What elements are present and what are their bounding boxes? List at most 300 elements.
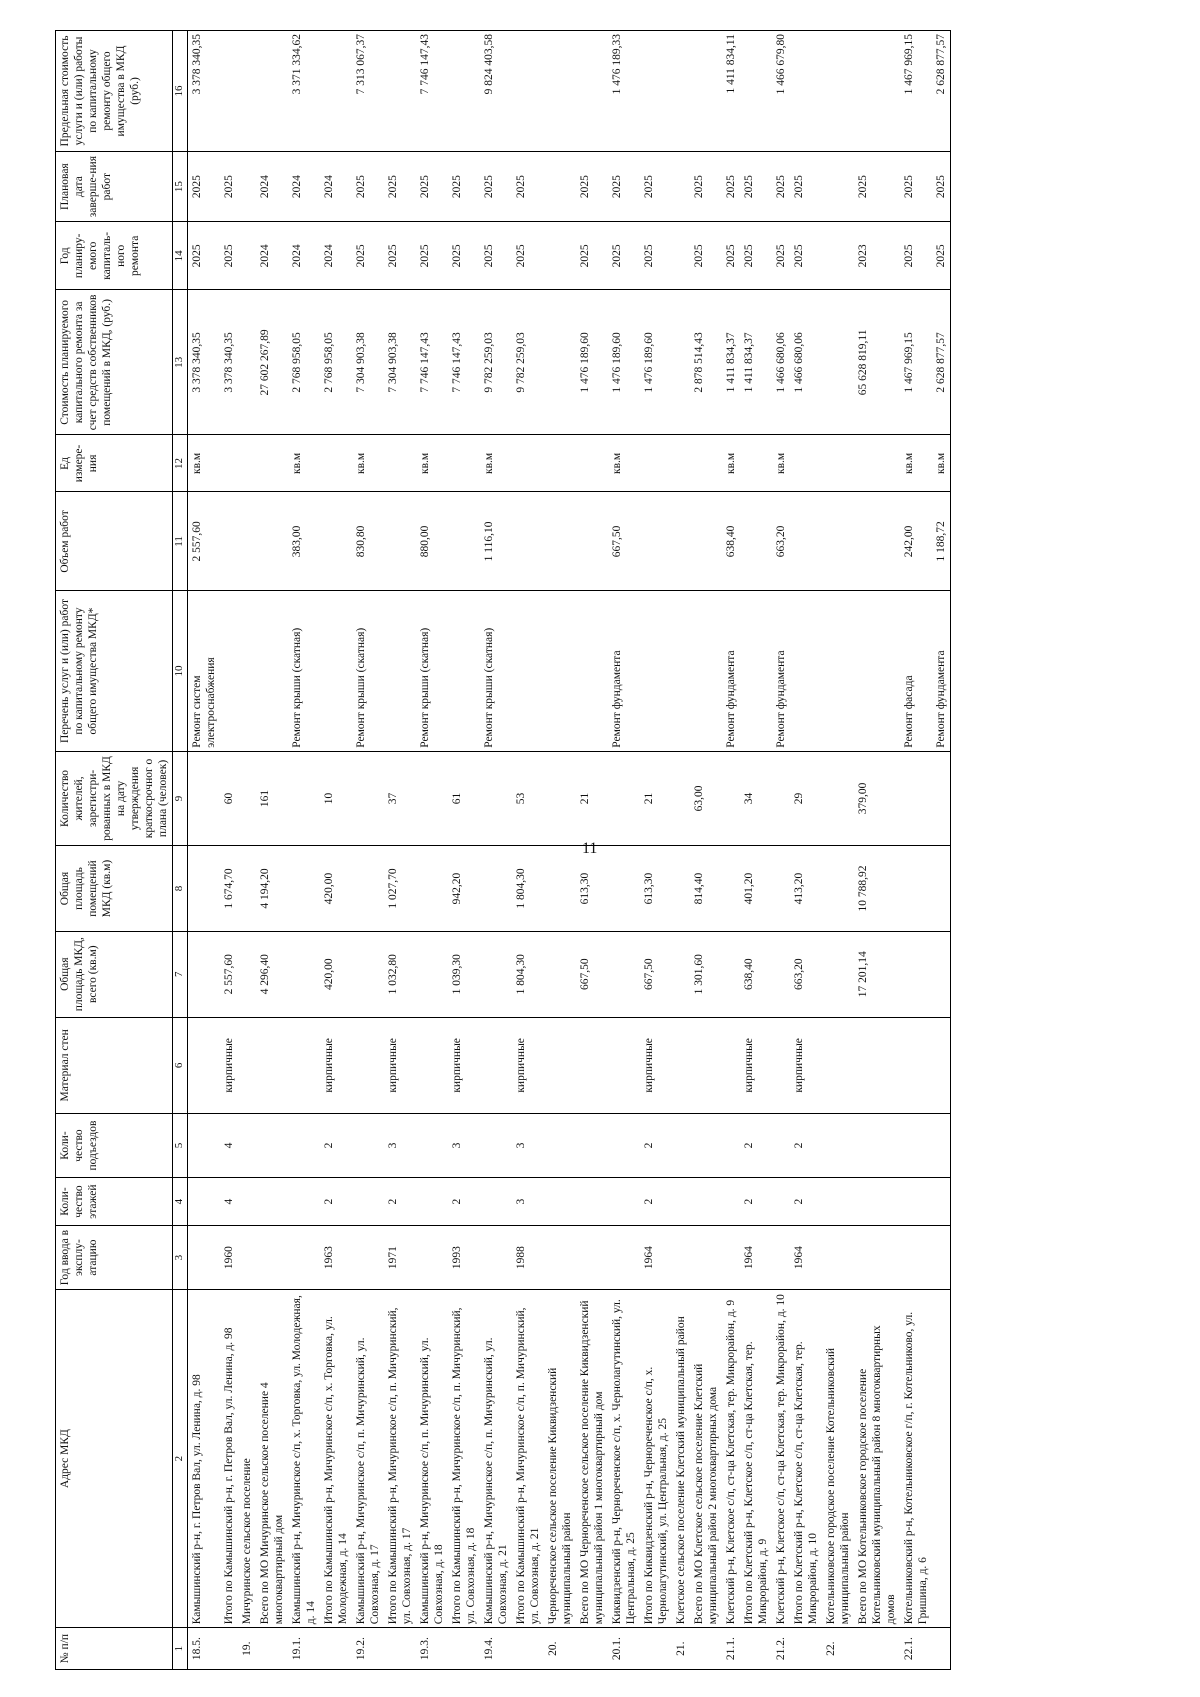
row-address: Клетский р-н, Клетское с/п, ст-ца Клетская, тер. Микрорайон, д. 9 [722, 1289, 740, 1627]
row-limit-cost: 7 313 067,37 [352, 31, 384, 152]
row-volume [238, 492, 256, 591]
row-unit: кв.м [608, 435, 640, 492]
row-cost: 1 466 680,06 [790, 290, 822, 435]
row-wall-material [544, 1017, 576, 1114]
row-end-year: 2025 [512, 151, 544, 221]
row-end-year: 2025 [416, 151, 448, 221]
table-row [352, 31, 384, 1670]
row-work-type [512, 591, 544, 751]
row-cost: 1 466 680,06 [772, 290, 790, 435]
row-premises-area [608, 846, 640, 932]
row-total-area [480, 931, 512, 1017]
row-unit: кв.м [480, 435, 512, 492]
row-volume [544, 492, 576, 591]
row-year-built [256, 1226, 288, 1290]
col-header-works: Перечень услуг и (или) работ по капитальному ремонту общего имущества МКД* [56, 591, 173, 751]
row-plan-year [544, 222, 576, 290]
row-address: Мичуринское сельское поселение [238, 1289, 256, 1627]
row-wall-material [854, 1017, 900, 1114]
row-unit: кв.м [722, 435, 740, 492]
row-work-type: Ремонт фундамента [722, 591, 740, 751]
row-limit-cost [220, 31, 238, 152]
row-number: 19.2. [352, 1628, 384, 1670]
table-row [740, 31, 772, 1670]
row-end-year: 2025 [900, 151, 932, 221]
col-header-end-date: Плановая дата заверше-ния работ [56, 151, 173, 221]
row-wall-material [187, 1017, 220, 1114]
row-total-area [238, 931, 256, 1017]
row-year-built [854, 1226, 900, 1290]
row-cost [238, 290, 256, 435]
row-unit [740, 435, 772, 492]
row-work-type [544, 591, 576, 751]
row-cost: 2 628 877,57 [932, 290, 951, 435]
row-wall-material: кирпичные [512, 1017, 544, 1114]
row-volume: 663,20 [772, 492, 790, 591]
row-wall-material: кирпичные [740, 1017, 772, 1114]
row-plan-year: 2025 [790, 222, 822, 290]
row-cost: 1 476 189,60 [576, 290, 608, 435]
table-row [220, 31, 238, 1670]
row-total-area [416, 931, 448, 1017]
table-row [608, 31, 640, 1670]
row-volume: 2 557,60 [187, 492, 220, 591]
row-end-year: 2025 [448, 151, 480, 221]
row-plan-year: 2025 [740, 222, 772, 290]
row-premises-area: 814,40 [690, 846, 722, 932]
row-limit-cost [256, 31, 288, 152]
row-residents: 21 [640, 751, 672, 845]
row-year-built: 1964 [790, 1226, 822, 1290]
row-premises-area: 1 804,30 [512, 846, 544, 932]
row-limit-cost: 1 411 834,11 [722, 31, 740, 152]
row-year-built [672, 1226, 690, 1290]
row-premises-area [187, 846, 220, 932]
row-work-type: Ремонт крыши (скатная) [416, 591, 448, 751]
row-end-year: 2025 [576, 151, 608, 221]
row-premises-area: 401,20 [740, 846, 772, 932]
row-cost: 1 476 189,60 [640, 290, 672, 435]
row-end-year: 2025 [772, 151, 790, 221]
row-number: 19.4. [480, 1628, 512, 1670]
row-number: 21.2. [772, 1628, 790, 1670]
table-row [790, 31, 822, 1670]
row-volume [512, 492, 544, 591]
row-residents [672, 751, 690, 845]
row-volume: 880,00 [416, 492, 448, 591]
row-cost: 2 768 958,05 [288, 290, 320, 435]
table-row [772, 31, 790, 1670]
row-plan-year: 2025 [640, 222, 672, 290]
row-limit-cost [238, 31, 256, 152]
row-limit-cost [690, 31, 722, 152]
row-wall-material [822, 1017, 854, 1114]
row-number: 19.3. [416, 1628, 448, 1670]
row-floors [722, 1177, 740, 1225]
row-end-year: 2025 [220, 151, 238, 221]
table-row [576, 31, 608, 1670]
row-wall-material: кирпичные [448, 1017, 480, 1114]
table-row [256, 31, 288, 1670]
row-premises-area: 4 194,20 [256, 846, 288, 932]
table-row [690, 31, 722, 1670]
row-unit [690, 435, 722, 492]
row-floors [690, 1177, 722, 1225]
row-limit-cost: 7 746 147,43 [416, 31, 448, 152]
table-row [900, 31, 932, 1670]
row-limit-cost: 3 378 340,35 [187, 31, 220, 152]
row-premises-area [544, 846, 576, 932]
row-plan-year: 2024 [320, 222, 352, 290]
col-header-volume: Объем работ [56, 492, 173, 591]
row-entrances [608, 1114, 640, 1178]
row-floors [288, 1177, 320, 1225]
row-total-area [544, 931, 576, 1017]
row-premises-area [822, 846, 854, 932]
row-residents [238, 751, 256, 845]
row-entrances: 3 [512, 1114, 544, 1178]
row-unit: кв.м [288, 435, 320, 492]
row-floors: 3 [512, 1177, 544, 1225]
row-address: Всего по МО Клетское сельское поселение Клетский муниципальный район 2 многоквартирных дома [690, 1289, 722, 1627]
row-address: Котельниковское городское поселение Котельниковский муниципальный район [822, 1289, 854, 1627]
row-entrances [672, 1114, 690, 1178]
row-limit-cost [384, 31, 416, 152]
row-premises-area [238, 846, 256, 932]
table-row [448, 31, 480, 1670]
row-total-area: 4 296,40 [256, 931, 288, 1017]
row-entrances [544, 1114, 576, 1178]
row-volume [690, 492, 722, 591]
row-floors: 2 [384, 1177, 416, 1225]
row-total-area: 667,50 [576, 931, 608, 1017]
row-cost [822, 290, 854, 435]
table-row [320, 31, 352, 1670]
row-premises-area: 413,20 [790, 846, 822, 932]
row-cost: 9 782 259,03 [480, 290, 512, 435]
row-entrances [690, 1114, 722, 1178]
row-residents [544, 751, 576, 845]
row-entrances [187, 1114, 220, 1178]
row-address: Чернореченское сельское поселение Киквидзенский муниципальный район [544, 1289, 576, 1627]
row-wall-material: кирпичные [640, 1017, 672, 1114]
row-floors [900, 1177, 932, 1225]
row-year-built: 1993 [448, 1226, 480, 1290]
row-limit-cost: 1 476 189,33 [608, 31, 640, 152]
col-number: 11 [173, 492, 187, 591]
row-wall-material [238, 1017, 256, 1114]
table-row [672, 31, 690, 1670]
row-number: 22.1. [900, 1628, 932, 1670]
row-end-year: 2025 [480, 151, 512, 221]
row-total-area: 17 201,14 [854, 931, 900, 1017]
row-premises-area: 613,30 [640, 846, 672, 932]
rotated-table-area [55, 30, 1175, 1670]
row-plan-year: 2025 [480, 222, 512, 290]
row-unit: кв.м [416, 435, 448, 492]
row-residents: 53 [512, 751, 544, 845]
row-work-type [448, 591, 480, 751]
table-row [512, 31, 544, 1670]
row-plan-year: 2025 [576, 222, 608, 290]
row-number: 18.5. [187, 1628, 220, 1670]
row-address: Камышинский р-н, Мичуринское с/п, п. Мичуринский, ул. Совхозная, д. 18 [416, 1289, 448, 1627]
row-entrances: 4 [220, 1114, 238, 1178]
row-total-area: 2 557,60 [220, 931, 238, 1017]
row-unit: кв.м [187, 435, 220, 492]
row-cost: 27 602 267,89 [256, 290, 288, 435]
row-floors [772, 1177, 790, 1225]
row-plan-year: 2025 [512, 222, 544, 290]
row-address: Всего по МО Мичуринское сельское поселение 4 многоквартирный дом [256, 1289, 288, 1627]
row-floors [822, 1177, 854, 1225]
table-row [854, 31, 900, 1670]
row-plan-year: 2025 [608, 222, 640, 290]
row-year-built [822, 1226, 854, 1290]
row-end-year: 2025 [722, 151, 740, 221]
row-entrances: 2 [640, 1114, 672, 1178]
col-number: 14 [173, 222, 187, 290]
row-work-type: Ремонт фундамента [932, 591, 951, 751]
row-limit-cost: 1 466 679,80 [772, 31, 790, 152]
row-residents [900, 751, 932, 845]
row-work-type [672, 591, 690, 751]
row-residents: 29 [790, 751, 822, 845]
col-header-plan-year: Год планиру-емого капиталь-ного ремонта [56, 222, 173, 290]
row-entrances [288, 1114, 320, 1178]
row-volume: 383,00 [288, 492, 320, 591]
col-header-limit-cost: Предельная стоимость услуги и (или) работы по капитальному ремонту общего имущества в МКД (руб.) [56, 31, 173, 152]
row-total-area: 667,50 [640, 931, 672, 1017]
row-entrances [822, 1114, 854, 1178]
row-residents [416, 751, 448, 845]
row-wall-material: кирпичные [384, 1017, 416, 1114]
row-residents [187, 751, 220, 845]
row-residents [722, 751, 740, 845]
row-number [854, 1628, 900, 1670]
row-number [220, 1628, 238, 1670]
row-entrances [480, 1114, 512, 1178]
row-year-built [932, 1226, 951, 1290]
row-work-type [740, 591, 772, 751]
row-floors: 2 [448, 1177, 480, 1225]
row-wall-material [772, 1017, 790, 1114]
row-floors [854, 1177, 900, 1225]
row-floors [544, 1177, 576, 1225]
col-header-entrances: Коли-чество подъездов [56, 1114, 173, 1178]
table-row [822, 31, 854, 1670]
col-number: 12 [173, 435, 187, 492]
row-address: Итого по Клетский р-н, Клетское с/п, ст-ца Клетская, тер. Микрорайон, д. 10 [790, 1289, 822, 1627]
col-number: 8 [173, 846, 187, 932]
row-work-type: Ремонт фундамента [772, 591, 790, 751]
row-limit-cost: 1 467 969,15 [900, 31, 932, 152]
col-number: 3 [173, 1226, 187, 1290]
row-entrances [854, 1114, 900, 1178]
row-plan-year: 2025 [352, 222, 384, 290]
row-floors: 2 [790, 1177, 822, 1225]
row-work-type [256, 591, 288, 751]
row-wall-material [352, 1017, 384, 1114]
row-plan-year: 2025 [416, 222, 448, 290]
row-floors [480, 1177, 512, 1225]
row-total-area: 1 804,30 [512, 931, 544, 1017]
row-cost: 9 782 259,03 [512, 290, 544, 435]
row-floors [187, 1177, 220, 1225]
row-plan-year: 2024 [288, 222, 320, 290]
col-number: 16 [173, 31, 187, 152]
row-volume: 638,40 [722, 492, 740, 591]
row-total-area: 1 032,80 [384, 931, 416, 1017]
row-address: Камышинский р-н, Мичуринское с/п, п. Мичуринский, ул. Совхозная, д. 17 [352, 1289, 384, 1627]
row-end-year: 2025 [740, 151, 772, 221]
row-residents: 63,00 [690, 751, 722, 845]
row-work-type: Ремонт крыши (скатная) [480, 591, 512, 751]
row-floors [576, 1177, 608, 1225]
row-total-area [352, 931, 384, 1017]
row-address: Камышинский р-н, Мичуринское с/п, п. Мичуринский, ул. Совхозная, д. 21 [480, 1289, 512, 1627]
row-limit-cost [448, 31, 480, 152]
row-cost: 1 467 969,15 [900, 290, 932, 435]
header-row [56, 31, 173, 1670]
col-header-address: Адрес МКД [56, 1289, 173, 1627]
row-volume [576, 492, 608, 591]
row-volume: 1 116,10 [480, 492, 512, 591]
row-year-built [238, 1226, 256, 1290]
col-number: 9 [173, 751, 187, 845]
row-premises-area [352, 846, 384, 932]
row-cost: 1 411 834,37 [722, 290, 740, 435]
row-number: 20.1. [608, 1628, 640, 1670]
row-wall-material [480, 1017, 512, 1114]
row-total-area [608, 931, 640, 1017]
repair-plan-table [55, 30, 951, 1670]
row-plan-year: 2025 [187, 222, 220, 290]
row-work-type: Ремонт крыши (скатная) [352, 591, 384, 751]
row-address [932, 1289, 951, 1627]
row-cost [672, 290, 690, 435]
row-unit [544, 435, 576, 492]
row-year-built [608, 1226, 640, 1290]
row-cost: 7 746 147,43 [416, 290, 448, 435]
row-residents: 161 [256, 751, 288, 845]
col-header-total-area: Общая площадь МКД, всего (кв.м) [56, 931, 173, 1017]
row-wall-material [576, 1017, 608, 1114]
row-plan-year: 2025 [448, 222, 480, 290]
row-floors [672, 1177, 690, 1225]
row-volume [640, 492, 672, 591]
col-number: 15 [173, 151, 187, 221]
row-end-year: 2025 [187, 151, 220, 221]
row-plan-year [822, 222, 854, 290]
row-limit-cost [544, 31, 576, 152]
row-premises-area [480, 846, 512, 932]
row-number: 19.1. [288, 1628, 320, 1670]
row-address: Всего по МО Котельниковское городское поселение Котельниковский муниципальный район 8 многоквартирных домов [854, 1289, 900, 1627]
row-unit [448, 435, 480, 492]
row-year-built [416, 1226, 448, 1290]
row-premises-area: 613,30 [576, 846, 608, 932]
row-floors: 4 [220, 1177, 238, 1225]
row-limit-cost: 2 628 877,57 [932, 31, 951, 152]
row-year-built [690, 1226, 722, 1290]
row-entrances: 2 [740, 1114, 772, 1178]
row-residents [608, 751, 640, 845]
row-floors [352, 1177, 384, 1225]
row-volume: 1 188,72 [932, 492, 951, 591]
row-unit: кв.м [900, 435, 932, 492]
row-year-built: 1971 [384, 1226, 416, 1290]
row-total-area [187, 931, 220, 1017]
row-limit-cost [822, 31, 854, 152]
row-unit: кв.м [352, 435, 384, 492]
row-plan-year: 2025 [932, 222, 951, 290]
row-premises-area: 420,00 [320, 846, 352, 932]
table-row [932, 31, 951, 1670]
row-year-built [722, 1226, 740, 1290]
row-end-year [822, 151, 854, 221]
row-address: Итого по Камышинский р-н, г. Петров Вал, ул. Ленина, д. 98 [220, 1289, 238, 1627]
col-number: 4 [173, 1177, 187, 1225]
row-year-built: 1988 [512, 1226, 544, 1290]
row-unit [238, 435, 256, 492]
row-unit [854, 435, 900, 492]
row-work-type [320, 591, 352, 751]
row-volume [740, 492, 772, 591]
row-plan-year: 2025 [722, 222, 740, 290]
row-end-year [672, 151, 690, 221]
row-address: Котельниковский р-н, Котельниковское г/п, г. Котельниково, ул. Гришина, д. 6 [900, 1289, 932, 1627]
row-volume [822, 492, 854, 591]
row-volume [854, 492, 900, 591]
row-unit: кв.м [932, 435, 951, 492]
row-wall-material: кирпичные [790, 1017, 822, 1114]
row-unit [576, 435, 608, 492]
table-row [480, 31, 512, 1670]
row-end-year: 2024 [288, 151, 320, 221]
row-year-built [187, 1226, 220, 1290]
row-plan-year: 2025 [384, 222, 416, 290]
row-work-type: Ремонт крыши (скатная) [288, 591, 320, 751]
row-volume [672, 492, 690, 591]
row-end-year: 2025 [932, 151, 951, 221]
row-work-type [690, 591, 722, 751]
row-number: 20. [544, 1628, 576, 1670]
row-address: Камышинский р-н, г. Петров Вал, ул. Ленина, д. 98 [187, 1289, 220, 1627]
row-volume: 667,50 [608, 492, 640, 591]
row-plan-year: 2024 [256, 222, 288, 290]
row-limit-cost: 9 824 403,58 [480, 31, 512, 152]
row-year-built [772, 1226, 790, 1290]
row-work-type: Ремонт фундамента [608, 591, 640, 751]
row-work-type [238, 591, 256, 751]
row-unit [220, 435, 238, 492]
table-row [288, 31, 320, 1670]
row-end-year: 2025 [608, 151, 640, 221]
row-wall-material [690, 1017, 722, 1114]
row-work-type [640, 591, 672, 751]
row-volume [384, 492, 416, 591]
row-entrances [900, 1114, 932, 1178]
row-unit [790, 435, 822, 492]
row-residents [480, 751, 512, 845]
row-address: Итого по Камышинский р-н, Мичуринское с/п, х. Торговка, ул. Молодежная, д. 14 [320, 1289, 352, 1627]
row-address: Всего по МО Чернореченское сельское поселение Киквидзенский муниципальный район 1 многоквартирный дом [576, 1289, 608, 1627]
row-number [448, 1628, 480, 1670]
table-row [544, 31, 576, 1670]
row-number [640, 1628, 672, 1670]
page-number: 11 [582, 840, 598, 857]
